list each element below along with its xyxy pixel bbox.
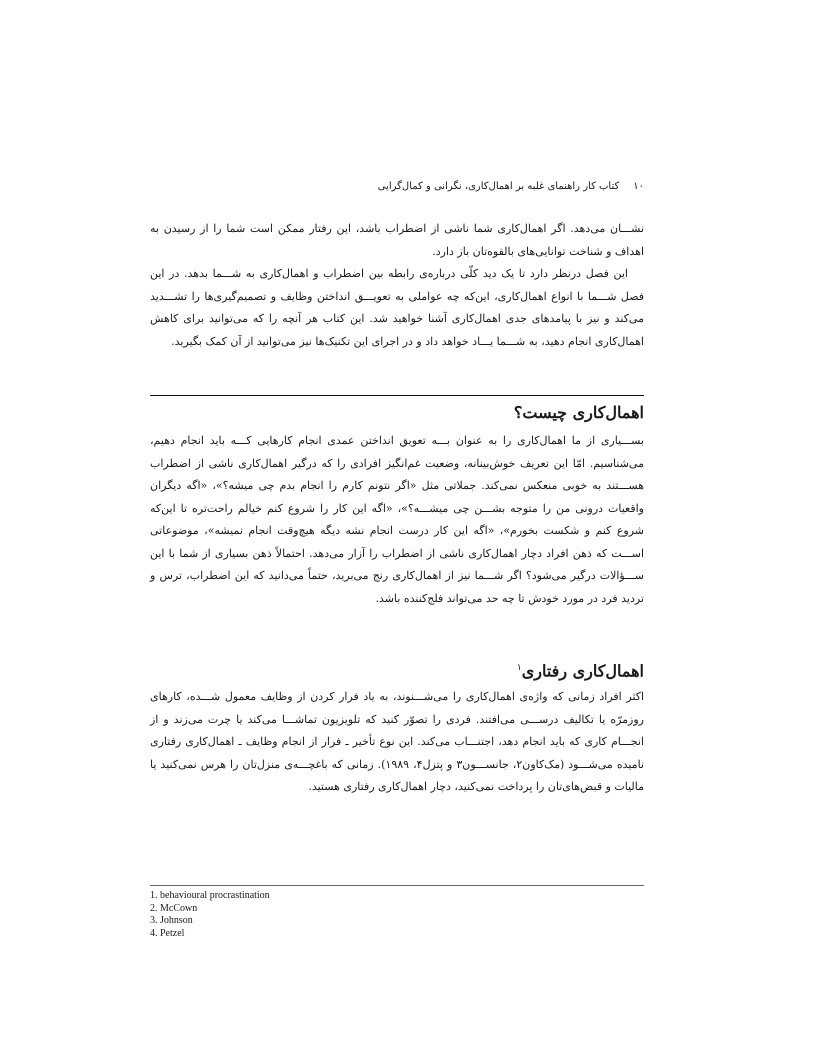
section-2-body [150, 686, 644, 799]
footnote-3: 3. Johnson [150, 915, 193, 926]
page-number: ۱۰ [633, 181, 644, 192]
section-divider [150, 395, 644, 396]
intro-paragraph-1: نشـــان می‌دهد. اگر اهمال‌کاری شما ناشی از اضطراب باشد، این رفتار ممکن است شما را از رسیدن به اهداف و شناخت توانایی‌های بالقوه‌تان باز دارد. [150, 222, 644, 258]
footnote-4: 4. Petzel [150, 927, 185, 939]
footnotes [150, 890, 644, 940]
footnote-2: 2. McCown [150, 902, 198, 914]
footnote-marker: ۱ [516, 663, 522, 673]
section-2-paragraph: اکثر افراد زمانی که واژه‌ی اهمال‌کاری را می‌شـــنوند، به یاد فرار کردن از وظایف معمول شـــده، کارهای روزمرّه یا تکالیف درســـی می‌افتند. فردی را تصوّر کنید که تلویزیون تماشـــا می‌کند یا چرت می‌زند و از انجـــام کاری که باید انجام دهد، اجتنـــاب می‌کند. این نوع تأخیر ـ فرار از انجام وظایف ـ اهمال‌کاری رفتاری نامیده می‌شـــود (مک‌کاون۲، جانســـون۳ و پتزل۴، ۱۹۸۹). زمانی که باغچـــه‌ی منزل‌تان را هرس نمی‌کنید یا مالیات و قبض‌های‌تان را پرداخت نمی‌کنید، دچار اهمال‌کاری رفتاری هستید. [150, 690, 644, 793]
intro-text [150, 218, 644, 353]
book-title: کتاب کار راهنمای غلبه بر اهمال‌کاری، نگرانی و کمال‌گرایی [377, 181, 620, 192]
footnote-1: 1. behavioural procrastination [150, 890, 270, 901]
section-heading-what-is-procrastination: اهمال‌کاری چیست؟ [513, 403, 644, 422]
running-header [150, 180, 644, 194]
section-1-paragraph: بســـیاری از ما اهمال‌کاری را به عنوان بـــه تعویق انداختن عمدی انجام کارهایی کـــه باید انجام دهیم، می‌شناسیم. امّا این تعریف خوش‌بینانه، وضعیت غم‌انگیز افرادی را که درگیر اهمال‌کاری ناشی از اضطراب هســـتند به خوبی منعکس نمی‌کند. جملاتی مثل «اگر نتونم کارم را انجام بدم چی میشه؟»، «اگه دیگران واقعیات درونی من را متوجه بشـــن چی میشـــه؟»، «اگه این کار را شروع کنم خیالم راحت‌تره تا این‌که شروع کنم و شکست بخورم»، «اگه این کار درست انجام نشه دیگه هیچ‌وقت انجام نمیشه»، موضوعاتی اســـت که ذهن افراد دچار اهمال‌کاری ناشی از اضطراب را آزار می‌دهد. احتمالاً ذهن بسیاری از شما با این ســـؤالات درگیر می‌شود؟ اگر شـــما نیز از اهمال‌کاری رنج می‌برید، حتماً می‌دانید که این اضطراب، ترس و تردید فرد در مورد خودش تا چه حد می‌تواند فلج‌کننده باشد. [150, 434, 644, 605]
section-2-title: اهمال‌کاری رفتاری [521, 661, 644, 681]
intro-paragraph-2: این فصل درنظر دارد تا یک دید کلّی درباره‌ی رابطه بین اضطراب و اهمال‌کاری به شـــما بدهد. در این فصل شـــما با انواع اهمال‌کاری، این‌که چه عواملی به تعویـــق انداختن وظایف و تصمیم‌گیری‌ها را تشـــدید می‌کند و نیز با پیامدهای جدی اهمال‌کاری آشنا خواهید شد. این کتاب هر آنچه را که می‌توانید برای کاهش اهمال‌کاری انجام دهید، به شـــما یـــاد خواهد داد و در اجرای این تکنیک‌ها نیز می‌توانید از آن کمک بگیرید. [150, 267, 644, 348]
section-1-body [150, 430, 644, 610]
section-heading-behavioural-procrastination [150, 657, 644, 682]
footnote-divider [150, 885, 644, 886]
